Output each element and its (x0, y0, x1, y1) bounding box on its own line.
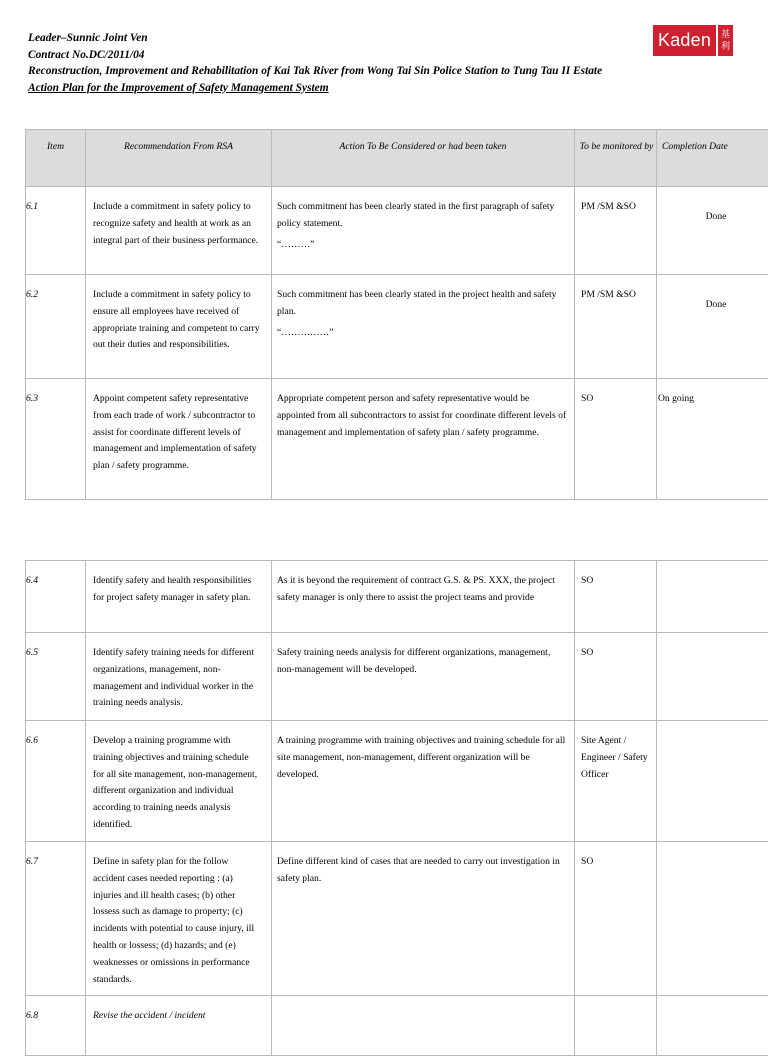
action-cell (272, 996, 575, 1056)
col-header-item: Item (26, 130, 86, 187)
table-row (26, 721, 768, 842)
item-number: 6.2 (26, 275, 86, 379)
completion-cell: Done (657, 275, 768, 379)
monitor-cell: Site Agent / Engineer / Safety Officer (575, 721, 657, 842)
monitor-cell: SO (575, 633, 657, 721)
monitor-cell: SO (575, 561, 657, 633)
logo-text: Kaden (653, 25, 716, 56)
kaden-logo (653, 25, 733, 56)
col-header-recommendation: Recommendation From RSA (86, 130, 272, 187)
recommendation-cell: Include a commitment in safety policy to ensure all employees have received of appropriate training and competent to carry out their duties and responsibilities. (86, 275, 272, 379)
recommendation-cell: Identify safety and health responsibilities for project safety manager in safety plan. (86, 561, 272, 633)
logo-cjk: 基 利 (718, 25, 733, 56)
table-row (26, 561, 768, 633)
col-header-action: Action To Be Considered or had been taken (272, 130, 575, 187)
recommendation-cell: Appoint competent safety representative from each trade of work / subcontractor to assist for coordinate different levels of management and implementation of safety plan / safety programme. (86, 379, 272, 500)
recommendation-cell: Identify safety training needs for different organizations, management, non-management and individual worker in the training needs analysis. (86, 633, 272, 721)
action-cell: Such commitment has been clearly stated in the project health and safety plan. “……………” (272, 275, 575, 379)
item-number: 6.4 (26, 561, 86, 633)
recommendation-cell: Develop a training programme with training objectives and training schedule for all site management, non-management, different organization and individual according to training needs analysis identified. (86, 721, 272, 842)
contract-number: Contract No.DC/2011/04 (28, 47, 668, 64)
item-number: 6.5 (26, 633, 86, 721)
action-cell: Appropriate competent person and safety representative would be appointed from all subcontractors to assist for coordinate different levels of management and implementation of safety plan / safety programme. (272, 379, 575, 500)
monitor-cell (575, 996, 657, 1056)
table-row (26, 275, 768, 379)
recommendation-cell: Revise the accident / incident (86, 996, 272, 1056)
monitor-cell: SO (575, 842, 657, 996)
item-number: 6.3 (26, 379, 86, 500)
item-number: 6.1 (26, 187, 86, 275)
table-row (26, 842, 768, 996)
recommendation-cell: Define in safety plan for the follow accident cases needed reporting : (a) injuries and ill health cases; (b) other lossess such as damage to property; (c) incidents with potential to cause injury, ill health or lossess; (d) hazards; and (e) weaknesses or omissions in performance standards. (86, 842, 272, 996)
action-cell: Safety training needs analysis for different organizations, management, non-management will be developed. (272, 633, 575, 721)
action-plan-table-part2 (25, 560, 768, 1056)
table-row (26, 187, 768, 275)
monitor-cell: PM /SM &SO (575, 187, 657, 275)
completion-cell: Done (657, 187, 768, 275)
completion-cell (657, 561, 768, 633)
table-header-row (26, 130, 768, 187)
table-row (26, 379, 768, 500)
completion-cell (657, 842, 768, 996)
table-row (26, 633, 768, 721)
completion-cell (657, 996, 768, 1056)
monitor-cell: PM /SM &SO (575, 275, 657, 379)
item-number: 6.8 (26, 996, 86, 1056)
completion-cell (657, 633, 768, 721)
monitor-cell: SO (575, 379, 657, 500)
project-title: Reconstruction, Improvement and Rehabilitation of Kai Tak River from Wong Tai Sin Police Station to Tung Tau II Estate (28, 63, 668, 80)
action-cell: As it is beyond the requirement of contract G.S. & PS. XXX, the project safety manager is only there to assist the project teams and provide (272, 561, 575, 633)
action-cell: A training programme with training objectives and training schedule for all site management, non-management, different organization will be developed. (272, 721, 575, 842)
table-row (26, 996, 768, 1056)
action-cell: Define different kind of cases that are needed to carry out investigation in safety plan. (272, 842, 575, 996)
recommendation-cell: Include a commitment in safety policy to recognize safety and health at work as an integral part of their business performance. (86, 187, 272, 275)
joint-venture-name: Leader–Sunnic Joint Ven (28, 30, 668, 47)
document-header (28, 30, 668, 96)
col-header-monitor: To be monitored by (575, 130, 657, 187)
item-number: 6.6 (26, 721, 86, 842)
completion-cell: On going (657, 379, 768, 500)
item-number: 6.7 (26, 842, 86, 996)
col-header-completion: Completion Date (657, 130, 768, 187)
document-title: Action Plan for the Improvement of Safety Management System (28, 80, 668, 97)
action-cell: Such commitment has been clearly stated in the first paragraph of safety policy statement. “………” (272, 187, 575, 275)
completion-cell (657, 721, 768, 842)
action-plan-table-part1 (25, 129, 768, 500)
